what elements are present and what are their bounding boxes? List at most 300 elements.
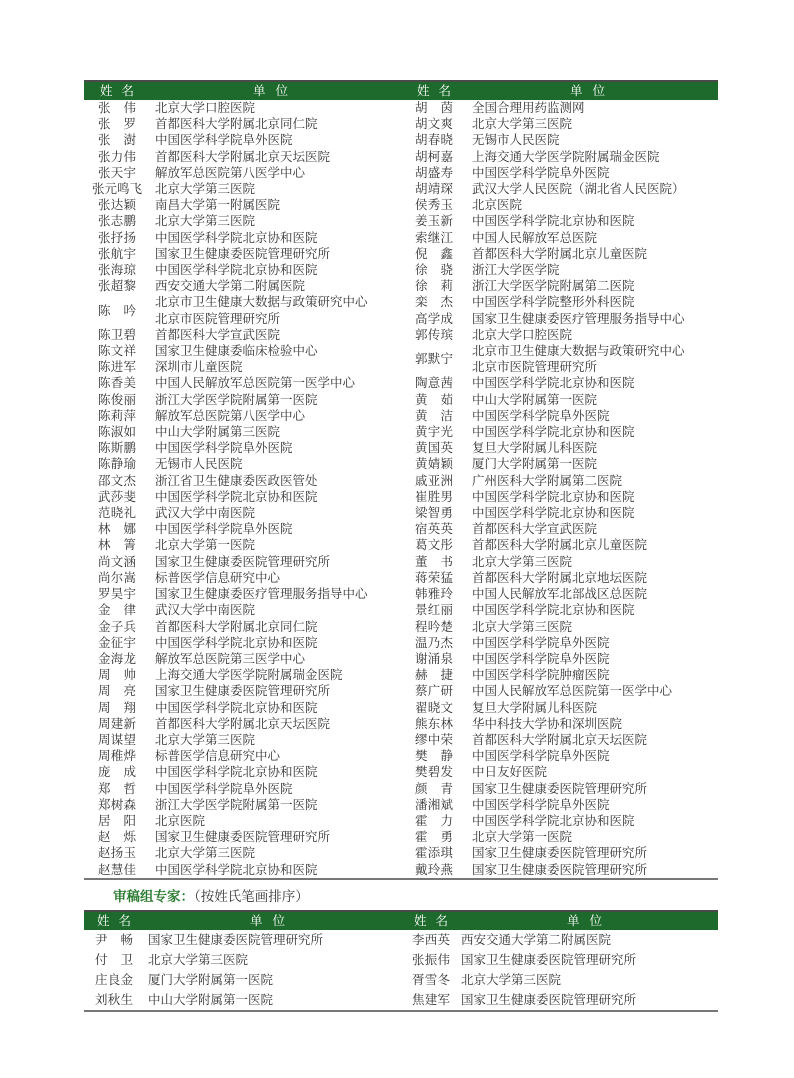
table-row: [401, 165, 718, 181]
person-name: 邵文杰: [98, 473, 136, 488]
unit-cell: [467, 343, 685, 375]
person-name: 罗昊宇: [98, 587, 136, 602]
name-cell: [84, 165, 150, 181]
name-cell: [84, 521, 150, 537]
table-row: [401, 149, 718, 165]
name-cell: [84, 700, 150, 716]
person-name: 高学成: [415, 311, 453, 326]
unit-cell: [467, 392, 597, 408]
person-name: 韩雅玲: [415, 587, 453, 602]
name-cell: [401, 732, 467, 748]
table-row: [401, 100, 718, 116]
person-name: 张力伟: [98, 149, 136, 164]
name-cell: [401, 635, 467, 651]
unit-cell: [150, 716, 330, 732]
table-row: [401, 716, 718, 732]
unit-cell: [467, 764, 547, 780]
table-row: [84, 132, 401, 148]
name-cell: [401, 505, 467, 521]
person-name: 胡文爽: [415, 117, 453, 132]
name-cell: [401, 829, 467, 845]
person-name: 刘秋生: [95, 993, 133, 1007]
unit-cell: [150, 165, 305, 181]
unit-name: 北京医院: [472, 198, 523, 213]
unit-name: 浙江大学医学院附属第二医院: [472, 279, 635, 294]
person-name: 赫捷: [415, 668, 453, 683]
name-cell: [84, 440, 150, 456]
person-name: 黄茹: [415, 392, 453, 407]
table-row: [84, 970, 401, 990]
name-cell: [84, 667, 150, 683]
unit-cell: [150, 764, 318, 780]
name-cell: [84, 813, 150, 829]
person-name: 张抒扬: [98, 230, 136, 245]
unit-cell: [467, 732, 647, 748]
unit-cell: [150, 246, 330, 262]
table-row: [401, 181, 718, 197]
unit-name: 国家卫生健康委医院管理研究所: [472, 781, 648, 796]
unit-cell: [467, 424, 635, 440]
unit-name: 国家卫生健康委临床检验中心: [155, 344, 318, 359]
unit-cell: [150, 732, 255, 748]
header-name: 姓名: [99, 84, 143, 98]
person-name: 颜青: [415, 781, 453, 796]
table-row: [84, 619, 401, 635]
name-cell: [84, 116, 150, 132]
unit-cell: [467, 116, 572, 132]
unit-cell: [150, 813, 205, 829]
unit-cell: [150, 748, 280, 764]
name-cell: [401, 278, 467, 294]
unit-name: 广州医科大学附属第二医院: [472, 473, 623, 488]
name-cell: [84, 327, 150, 343]
person-name: 周建新: [98, 716, 136, 731]
name-cell: [401, 862, 467, 878]
unit-cell: [467, 748, 610, 764]
name-cell: [401, 343, 467, 375]
name-cell: [401, 116, 467, 132]
unit-name: 浙江大学医学院: [472, 263, 560, 278]
unit-cell: [467, 521, 597, 537]
person-name: 张超黎: [98, 279, 136, 294]
unit-cell: [467, 586, 647, 602]
review-section-title: [113, 885, 309, 905]
unit-name: 中国医学科学院北京协和医院: [472, 603, 635, 618]
unit-cell: [150, 456, 243, 472]
name-cell: [401, 950, 461, 970]
person-name: 栾杰: [415, 295, 453, 310]
name-cell: [401, 845, 467, 861]
unit-name: 北京大学第三医院: [148, 953, 249, 967]
table-row: [401, 246, 718, 262]
table-row: [84, 181, 401, 197]
table-row: [84, 667, 401, 683]
table-row: [401, 116, 718, 132]
unit-name: 标普医学信息研究中心: [155, 570, 281, 585]
person-name: 霍勇: [415, 830, 453, 845]
name-cell: [401, 100, 467, 116]
name-cell: [84, 635, 150, 651]
name-cell: [84, 505, 150, 521]
unit-name: 北京市卫生健康大数据与政策研究中心: [155, 295, 368, 310]
unit-name: 北京大学口腔医院: [155, 101, 256, 115]
name-cell: [401, 132, 467, 148]
person-name: 周谋望: [98, 732, 136, 747]
person-name: 居阳: [98, 813, 136, 828]
name-cell: [401, 748, 467, 764]
person-name: 周亮: [98, 684, 136, 699]
unit-name: 首都医科大学附属北京同仁院: [155, 619, 318, 634]
name-cell: [84, 246, 150, 262]
unit-cell: [144, 990, 273, 1010]
unit-name: 上海交通大学医学院附属瑞金医院: [155, 668, 343, 683]
table-row: [401, 440, 718, 456]
unit-name: 中国医学科学院北京协和医院: [472, 425, 635, 440]
table-row: [84, 327, 401, 343]
name-cell: [401, 570, 467, 586]
person-name: 郑哲: [98, 781, 136, 796]
unit-name: 浙江大学医学院附属第一医院: [155, 392, 318, 407]
person-name: 周翔: [98, 700, 136, 715]
unit-name: 北京大学第三医院: [472, 619, 573, 634]
table-row: [84, 602, 401, 618]
unit-cell: [467, 456, 597, 472]
table-row: [84, 262, 401, 278]
unit-cell: [150, 570, 280, 586]
name-cell: [401, 930, 461, 950]
unit-cell: [150, 343, 318, 359]
unit-cell: [467, 667, 610, 683]
person-name: 潘湘斌: [415, 797, 453, 812]
table-row: [401, 327, 718, 343]
table-row: [401, 343, 718, 375]
name-cell: [84, 764, 150, 780]
unit-cell: [467, 813, 635, 829]
unit-name: 全国合理用药监测网: [472, 101, 585, 115]
person-name: 戚亚洲: [415, 473, 453, 488]
name-cell: [401, 456, 467, 472]
name-cell: [84, 651, 150, 667]
person-name: 姜玉新: [415, 214, 453, 229]
unit-name: 北京大学第三医院: [155, 182, 256, 197]
table-row: [401, 278, 718, 294]
unit-cell: [467, 602, 635, 618]
unit-cell: [467, 845, 647, 861]
table-row: [84, 489, 401, 505]
unit-name: 中国医学科学院北京协和医院: [155, 489, 318, 504]
name-cell: [401, 262, 467, 278]
unit-cell: [150, 489, 318, 505]
unit-cell: [467, 537, 647, 553]
header-name: 姓名: [96, 914, 140, 928]
left-column: [84, 930, 401, 1010]
person-name: 郭传瑸: [415, 327, 453, 342]
table-row: [401, 132, 718, 148]
unit-name: 中国医学科学院北京协和医院: [155, 230, 318, 245]
name-cell: [401, 408, 467, 424]
table-row: [84, 813, 401, 829]
expert-table: [84, 80, 718, 880]
header-unit: 单位: [566, 914, 612, 928]
person-name: 戴玲燕: [415, 862, 453, 877]
table-row: [401, 294, 718, 310]
unit-name: 北京医院: [155, 813, 206, 828]
unit-name: 解放军总医院第八医学中心: [155, 408, 306, 423]
table-row: [401, 489, 718, 505]
person-name: 陈淑如: [98, 425, 136, 440]
table-row: [84, 424, 401, 440]
unit-name: 首都医科大学宣武医院: [155, 327, 281, 342]
name-cell: [84, 392, 150, 408]
unit-name: 中国人民解放军北部战区总医院: [472, 587, 648, 602]
unit-name: 华中科技大学协和深圳医院: [472, 716, 623, 731]
unit-cell: [467, 294, 635, 310]
person-name: 徐骁: [415, 263, 453, 278]
unit-cell: [150, 408, 305, 424]
unit-name: 无锡市人民医院: [155, 457, 243, 472]
unit-cell: [467, 554, 572, 570]
unit-cell: [467, 327, 572, 343]
table-row: [84, 748, 401, 764]
unit-cell: [150, 797, 318, 813]
person-name: 金海龙: [98, 651, 136, 666]
name-cell: [84, 732, 150, 748]
name-cell: [84, 845, 150, 861]
unit-name: 深圳市儿童医院: [155, 360, 243, 375]
name-cell: [84, 950, 144, 970]
person-name: 陶意茜: [415, 376, 453, 391]
unit-cell: [467, 165, 610, 181]
person-name: 张达颖: [98, 198, 136, 213]
unit-name: 厦门大学附属第一医院: [472, 457, 598, 472]
name-cell: [84, 829, 150, 845]
unit-cell: [467, 230, 597, 246]
name-cell: [84, 570, 150, 586]
unit-name: 西安交通大学第二附属医院: [461, 933, 612, 947]
unit-name: 北京大学口腔医院: [472, 327, 573, 342]
unit-name: 北京大学第三医院: [155, 214, 256, 229]
table-row: [84, 683, 401, 699]
unit-cell: [461, 930, 611, 950]
unit-cell: [150, 829, 330, 845]
unit-cell: [150, 181, 255, 197]
unit-cell: [467, 635, 610, 651]
table-row: [84, 521, 401, 537]
unit-cell: [150, 262, 318, 278]
table-row: [84, 359, 401, 375]
person-name: 陈斯鹏: [98, 441, 136, 456]
unit-name: 中国医学科学院阜外医院: [155, 133, 293, 148]
unit-name: 北京市医院管理研究所: [155, 311, 281, 326]
person-name: 霍力: [415, 813, 453, 828]
unit-name: 中国医学科学院北京协和医院: [472, 813, 635, 828]
unit-cell: [467, 651, 610, 667]
name-cell: [84, 619, 150, 635]
name-cell: [84, 586, 150, 602]
unit-cell: [150, 230, 318, 246]
unit-name: 国家卫生健康委医院管理研究所: [155, 830, 331, 845]
header-name: 姓名: [416, 84, 460, 98]
name-cell: [401, 990, 461, 1010]
table-row: [84, 294, 401, 326]
name-cell: [401, 489, 467, 505]
unit-name: 中山大学附属第三医院: [155, 425, 281, 440]
unit-name: 国家卫生健康委医院管理研究所: [461, 993, 637, 1007]
person-name: 程吟楚: [415, 619, 453, 634]
unit-cell: [150, 473, 318, 489]
table-row: [401, 813, 718, 829]
table-header: [84, 910, 718, 930]
person-name: 郑树森: [98, 797, 136, 812]
table-row: [401, 862, 718, 878]
name-cell: [84, 797, 150, 813]
person-name: 金征宇: [98, 635, 136, 650]
unit-cell: [467, 132, 560, 148]
table-row: [84, 375, 401, 391]
unit-name: 解放军总医院第三医学中心: [155, 651, 306, 666]
unit-cell: [150, 700, 318, 716]
unit-name: 国家卫生健康委医院管理研究所: [155, 554, 331, 569]
person-name: 陈吟: [98, 303, 136, 318]
unit-name: 中国医学科学院阜外医院: [472, 797, 610, 812]
table-row: [84, 165, 401, 181]
name-cell: [84, 683, 150, 699]
table-row: [84, 764, 401, 780]
unit-cell: [150, 667, 343, 683]
person-name: 陈俊丽: [98, 392, 136, 407]
unit-name: 北京大学第三医院: [472, 554, 573, 569]
unit-cell: [150, 635, 318, 651]
table-row: [401, 456, 718, 472]
name-cell: [84, 990, 144, 1010]
person-name: 陈莉萍: [98, 408, 136, 423]
table-row: [401, 700, 718, 716]
unit-cell: [467, 149, 660, 165]
unit-cell: [150, 359, 243, 375]
unit-cell: [150, 440, 293, 456]
person-name: 黄宇光: [415, 425, 453, 440]
unit-name: 厦门大学附属第一医院: [148, 973, 274, 987]
name-cell: [401, 181, 467, 197]
unit-cell: [150, 294, 368, 326]
table-row: [401, 505, 718, 521]
person-name: 倪鑫: [415, 246, 453, 261]
unit-name: 中国医学科学院北京协和医院: [155, 700, 318, 715]
unit-cell: [150, 586, 368, 602]
unit-cell: [150, 602, 255, 618]
table-row: [401, 683, 718, 699]
table-row: [84, 116, 401, 132]
table-row: [401, 537, 718, 553]
unit-name: 首都医科大学附属北京儿童医院: [472, 538, 648, 553]
unit-name: 复旦大学附属儿科医院: [472, 700, 598, 715]
name-cell: [84, 100, 150, 116]
table-row: [401, 424, 718, 440]
table-row: [84, 716, 401, 732]
person-name: 黄洁: [415, 408, 453, 423]
unit-name: 北京大学第三医院: [472, 117, 573, 132]
unit-cell: [467, 683, 672, 699]
header-unit: 单位: [569, 84, 615, 98]
unit-name: 国家卫生健康委医院管理研究所: [155, 684, 331, 699]
unit-cell: [467, 797, 610, 813]
table-row: [401, 602, 718, 618]
right-column: [401, 100, 718, 878]
name-cell: [84, 149, 150, 165]
table-row: [84, 230, 401, 246]
unit-cell: [150, 521, 293, 537]
person-name: 翟晓文: [415, 700, 453, 715]
name-cell: [401, 586, 467, 602]
person-name: 陈卫碧: [98, 327, 136, 342]
unit-cell: [150, 213, 255, 229]
unit-cell: [144, 930, 323, 950]
unit-cell: [150, 327, 280, 343]
table-row: [401, 781, 718, 797]
name-cell: [84, 294, 150, 326]
header-unit: 单位: [252, 84, 298, 98]
name-cell: [401, 440, 467, 456]
name-cell: [84, 473, 150, 489]
unit-name: 北京大学第三医院: [461, 973, 562, 987]
unit-name: 北京大学第三医院: [155, 732, 256, 747]
table-row: [84, 570, 401, 586]
unit-name: 中国人民解放军总医院第一医学中心: [155, 376, 356, 391]
person-name: 黄国英: [415, 441, 453, 456]
unit-cell: [467, 570, 647, 586]
unit-cell: [150, 197, 280, 213]
unit-cell: [467, 375, 635, 391]
unit-name: 中国医学科学院北京协和医院: [472, 506, 635, 521]
unit-name: 首都医科大学附属北京天坛医院: [155, 716, 331, 731]
person-name: 胡盛寿: [415, 165, 453, 180]
table-row: [401, 651, 718, 667]
name-cell: [84, 456, 150, 472]
name-cell: [84, 489, 150, 505]
unit-cell: [150, 132, 293, 148]
unit-cell: [467, 829, 572, 845]
unit-name: 中国医学科学院阜外医院: [155, 441, 293, 456]
unit-name: 国家卫生健康委医院管理研究所: [472, 846, 648, 861]
unit-name: 中国医学科学院北京协和医院: [155, 263, 318, 278]
unit-name: 武汉大学中南医院: [155, 506, 256, 521]
unit-name: 中国医学科学院北京协和医院: [155, 635, 318, 650]
unit-cell: [150, 537, 255, 553]
name-cell: [84, 343, 150, 359]
unit-name: 中日友好医院: [472, 765, 548, 780]
table-row: [401, 311, 718, 327]
unit-cell: [467, 781, 647, 797]
unit-cell: [467, 408, 610, 424]
unit-name: 中国医学科学院肿瘤医院: [472, 668, 610, 683]
person-name: 尚文涵: [98, 554, 136, 569]
name-cell: [84, 554, 150, 570]
unit-name: 中国医学科学院北京协和医院: [472, 376, 635, 391]
unit-name: 中国医学科学院北京协和医院: [472, 489, 635, 504]
unit-name: 中国医学科学院阜外医院: [472, 165, 610, 180]
table-row: [401, 375, 718, 391]
unit-name: 中国医学科学院阜外医院: [155, 522, 293, 537]
unit-name: 武汉大学中南医院: [155, 603, 256, 618]
name-cell: [84, 132, 150, 148]
person-name: 胡柯嘉: [415, 149, 453, 164]
unit-name: 中国医学科学院阜外医院: [155, 781, 293, 796]
name-cell: [401, 246, 467, 262]
unit-cell: [150, 845, 255, 861]
table-row: [401, 521, 718, 537]
unit-name: 首都医科大学附属北京儿童医院: [472, 246, 648, 261]
name-cell: [401, 700, 467, 716]
